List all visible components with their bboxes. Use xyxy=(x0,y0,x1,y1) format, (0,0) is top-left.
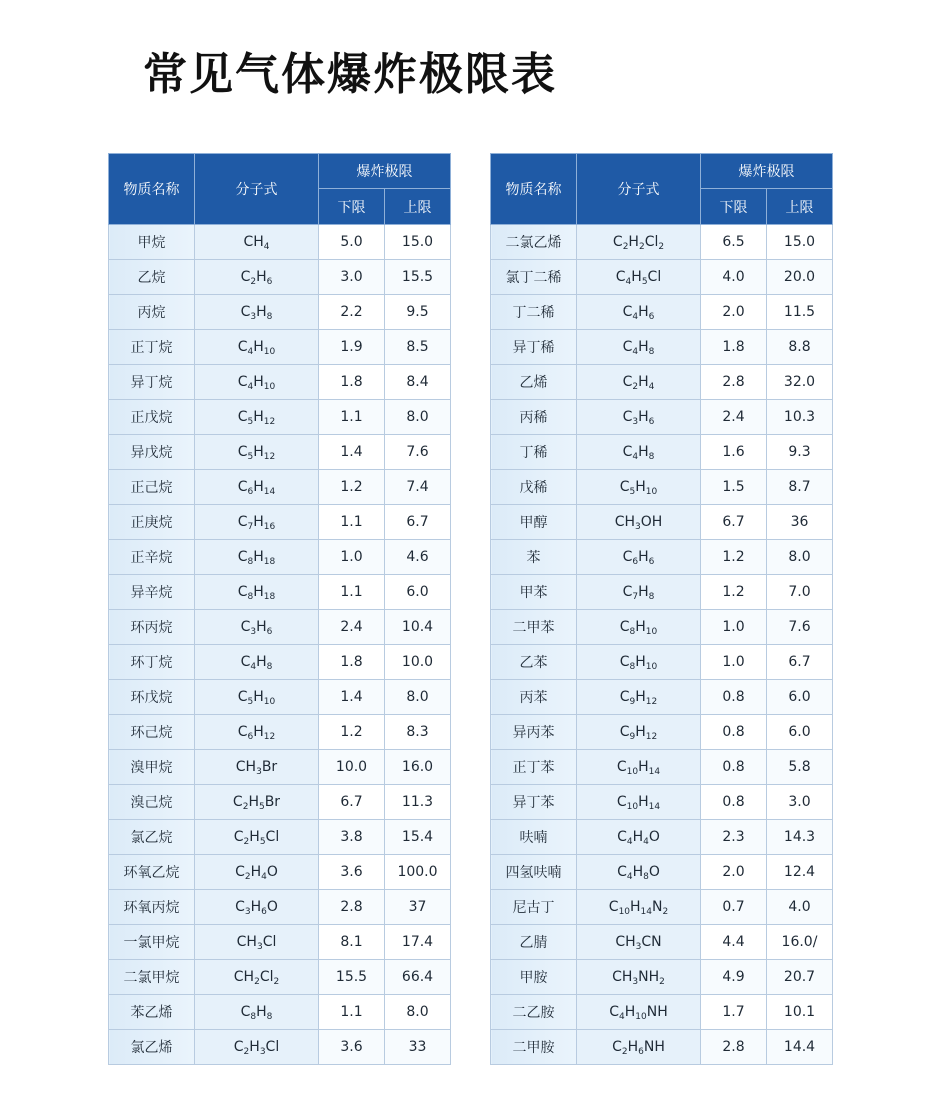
substance-name-cell: 丁稀 xyxy=(491,435,577,470)
lower-limit-cell: 1.1 xyxy=(319,575,385,610)
table-row xyxy=(491,330,833,365)
substance-name-cell: 环氧丙烷 xyxy=(109,890,195,925)
upper-limit-cell: 14.4 xyxy=(767,1030,833,1065)
table-row xyxy=(491,750,833,785)
upper-limit-cell: 3.0 xyxy=(767,785,833,820)
substance-name-cell: 甲烷 xyxy=(109,225,195,260)
lower-limit-cell: 1.5 xyxy=(701,470,767,505)
lower-limit-cell: 0.8 xyxy=(701,750,767,785)
upper-limit-cell: 16.0 xyxy=(385,750,451,785)
lower-limit-cell: 3.6 xyxy=(319,1030,385,1065)
table-row xyxy=(491,400,833,435)
lower-limit-cell: 0.7 xyxy=(701,890,767,925)
substance-name-cell: 正丁苯 xyxy=(491,750,577,785)
substance-name-cell: 异丁稀 xyxy=(491,330,577,365)
formula-cell: $C_2H_4O$ xyxy=(195,855,319,890)
table-row xyxy=(109,400,451,435)
table-row xyxy=(109,470,451,505)
substance-name-cell: 丙苯 xyxy=(491,680,577,715)
lower-limit-cell: 0.8 xyxy=(701,785,767,820)
lower-limit-cell: 2.4 xyxy=(319,610,385,645)
lower-limit-cell: 2.8 xyxy=(701,365,767,400)
upper-limit-cell: 15.5 xyxy=(385,260,451,295)
formula-cell: $C_5H_{10}$ xyxy=(577,470,701,505)
table-row xyxy=(109,820,451,855)
formula-cell: $CH_2Cl_2$ xyxy=(195,960,319,995)
lower-limit-cell: 15.5 xyxy=(319,960,385,995)
lower-limit-cell: 2.0 xyxy=(701,295,767,330)
formula-cell: $CH_3NH_2$ xyxy=(577,960,701,995)
table-row xyxy=(109,750,451,785)
substance-name-cell: 正丁烷 xyxy=(109,330,195,365)
lower-limit-cell: 4.4 xyxy=(701,925,767,960)
upper-limit-cell: 6.7 xyxy=(385,505,451,540)
table-row xyxy=(491,645,833,680)
substance-name-cell: 甲胺 xyxy=(491,960,577,995)
upper-limit-cell: 8.0 xyxy=(767,540,833,575)
table-row xyxy=(491,715,833,750)
formula-cell: $C_3H_6$ xyxy=(195,610,319,645)
formula-cell: $C_7H_8$ xyxy=(577,575,701,610)
upper-limit-cell: 4.0 xyxy=(767,890,833,925)
formula-cell: $C_6H_{12}$ xyxy=(195,715,319,750)
upper-limit-cell: 17.4 xyxy=(385,925,451,960)
table-row xyxy=(491,995,833,1030)
lower-limit-cell: 1.6 xyxy=(701,435,767,470)
substance-name-cell: 环己烷 xyxy=(109,715,195,750)
upper-limit-cell: 8.0 xyxy=(385,680,451,715)
lower-limit-cell: 2.2 xyxy=(319,295,385,330)
lower-limit-cell: 2.4 xyxy=(701,400,767,435)
substance-name-cell: 一氯甲烷 xyxy=(109,925,195,960)
formula-cell: $C_6H_6$ xyxy=(577,540,701,575)
formula-cell: $C_{10}H_{14}$ xyxy=(577,750,701,785)
substance-name-cell: 乙腈 xyxy=(491,925,577,960)
formula-cell: $C_3H_6O$ xyxy=(195,890,319,925)
substance-name-cell: 溴甲烷 xyxy=(109,750,195,785)
upper-limit-cell: 8.7 xyxy=(767,470,833,505)
header-substance-name: 物质名称 xyxy=(491,154,577,225)
formula-cell: $C_4H_8$ xyxy=(195,645,319,680)
formula-cell: $C_5H_{10}$ xyxy=(195,680,319,715)
table-row xyxy=(109,995,451,1030)
table-row xyxy=(109,330,451,365)
table-row xyxy=(491,610,833,645)
table-row xyxy=(491,680,833,715)
lower-limit-cell: 1.8 xyxy=(319,365,385,400)
lower-limit-cell: 1.9 xyxy=(319,330,385,365)
formula-cell: $C_3H_8$ xyxy=(195,295,319,330)
table-row xyxy=(491,225,833,260)
substance-name-cell: 乙烷 xyxy=(109,260,195,295)
lower-limit-cell: 1.1 xyxy=(319,995,385,1030)
substance-name-cell: 环氧乙烷 xyxy=(109,855,195,890)
substance-name-cell: 正己烷 xyxy=(109,470,195,505)
upper-limit-cell: 36 xyxy=(767,505,833,540)
header-lower-limit: 下限 xyxy=(701,189,767,225)
lower-limit-cell: 2.8 xyxy=(319,890,385,925)
lower-limit-cell: 1.2 xyxy=(701,575,767,610)
lower-limit-cell: 2.3 xyxy=(701,820,767,855)
upper-limit-cell: 9.5 xyxy=(385,295,451,330)
upper-limit-cell: 15.0 xyxy=(767,225,833,260)
upper-limit-cell: 10.1 xyxy=(767,995,833,1030)
formula-cell: $C_4H_{10}NH$ xyxy=(577,995,701,1030)
table-row xyxy=(491,1030,833,1065)
lower-limit-cell: 1.7 xyxy=(701,995,767,1030)
table-row xyxy=(491,435,833,470)
lower-limit-cell: 1.0 xyxy=(701,610,767,645)
formula-cell: $C_5H_{12}$ xyxy=(195,400,319,435)
formula-cell: $C_9H_{12}$ xyxy=(577,680,701,715)
upper-limit-cell: 16.0/ xyxy=(767,925,833,960)
header-upper-limit: 上限 xyxy=(767,189,833,225)
lower-limit-cell: 2.0 xyxy=(701,855,767,890)
upper-limit-cell: 10.3 xyxy=(767,400,833,435)
upper-limit-cell: 100.0 xyxy=(385,855,451,890)
table-row xyxy=(491,890,833,925)
lower-limit-cell: 3.6 xyxy=(319,855,385,890)
table-row xyxy=(109,890,451,925)
upper-limit-cell: 8.3 xyxy=(385,715,451,750)
substance-name-cell: 尼古丁 xyxy=(491,890,577,925)
upper-limit-cell: 5.8 xyxy=(767,750,833,785)
upper-limit-cell: 7.4 xyxy=(385,470,451,505)
formula-cell: $C_{10}H_{14}$ xyxy=(577,785,701,820)
table-row xyxy=(109,1030,451,1065)
substance-name-cell: 乙烯 xyxy=(491,365,577,400)
formula-cell: $C_8H_8$ xyxy=(195,995,319,1030)
lower-limit-cell: 1.2 xyxy=(701,540,767,575)
table-row xyxy=(491,505,833,540)
substance-name-cell: 丙烷 xyxy=(109,295,195,330)
formula-cell: $C_8H_{18}$ xyxy=(195,575,319,610)
lower-limit-cell: 5.0 xyxy=(319,225,385,260)
formula-cell: $C_{10}H_{14}N_2$ xyxy=(577,890,701,925)
table-row xyxy=(109,260,451,295)
lower-limit-cell: 1.1 xyxy=(319,400,385,435)
header-formula: 分子式 xyxy=(577,154,701,225)
table-row xyxy=(109,575,451,610)
lower-limit-cell: 3.8 xyxy=(319,820,385,855)
substance-name-cell: 呋喃 xyxy=(491,820,577,855)
table-row xyxy=(491,855,833,890)
formula-cell: $C_2H_6NH$ xyxy=(577,1030,701,1065)
substance-name-cell: 异丁苯 xyxy=(491,785,577,820)
upper-limit-cell: 32.0 xyxy=(767,365,833,400)
formula-cell: $C_4H_{10}$ xyxy=(195,330,319,365)
formula-cell: $C_4H_{10}$ xyxy=(195,365,319,400)
table-row xyxy=(491,820,833,855)
upper-limit-cell: 6.7 xyxy=(767,645,833,680)
formula-cell: $C_2H_6$ xyxy=(195,260,319,295)
substance-name-cell: 异丙苯 xyxy=(491,715,577,750)
formula-cell: $C_2H_3Cl$ xyxy=(195,1030,319,1065)
lower-limit-cell: 0.8 xyxy=(701,715,767,750)
formula-cell: $C_8H_{10}$ xyxy=(577,645,701,680)
upper-limit-cell: 12.4 xyxy=(767,855,833,890)
formula-cell: $C_8H_{10}$ xyxy=(577,610,701,645)
page-title: 常见气体爆炸极限表 xyxy=(143,49,557,100)
substance-name-cell: 正庚烷 xyxy=(109,505,195,540)
table-row xyxy=(109,960,451,995)
upper-limit-cell: 8.4 xyxy=(385,365,451,400)
table-row xyxy=(491,470,833,505)
upper-limit-cell: 37 xyxy=(385,890,451,925)
upper-limit-cell: 20.0 xyxy=(767,260,833,295)
substance-name-cell: 异戊烷 xyxy=(109,435,195,470)
substance-name-cell: 二氯甲烷 xyxy=(109,960,195,995)
substance-name-cell: 二氯乙烯 xyxy=(491,225,577,260)
lower-limit-cell: 1.1 xyxy=(319,505,385,540)
upper-limit-cell: 6.0 xyxy=(767,680,833,715)
substance-name-cell: 环丁烷 xyxy=(109,645,195,680)
table-row xyxy=(109,540,451,575)
upper-limit-cell: 7.0 xyxy=(767,575,833,610)
table-row xyxy=(491,960,833,995)
table-row xyxy=(109,435,451,470)
lower-limit-cell: 1.8 xyxy=(701,330,767,365)
table-row xyxy=(109,225,451,260)
upper-limit-cell: 20.7 xyxy=(767,960,833,995)
upper-limit-cell: 10.4 xyxy=(385,610,451,645)
substance-name-cell: 二甲胺 xyxy=(491,1030,577,1065)
substance-name-cell: 二甲苯 xyxy=(491,610,577,645)
table-row xyxy=(109,610,451,645)
substance-name-cell: 溴己烷 xyxy=(109,785,195,820)
upper-limit-cell: 6.0 xyxy=(767,715,833,750)
lower-limit-cell: 10.0 xyxy=(319,750,385,785)
table-row xyxy=(109,715,451,750)
upper-limit-cell: 11.3 xyxy=(385,785,451,820)
formula-cell: $C_7H_{16}$ xyxy=(195,505,319,540)
formula-cell: $CH_3OH$ xyxy=(577,505,701,540)
substance-name-cell: 丁二稀 xyxy=(491,295,577,330)
formula-cell: $C_2H_2Cl_2$ xyxy=(577,225,701,260)
formula-cell: $C_4H_6$ xyxy=(577,295,701,330)
substance-name-cell: 氯乙烷 xyxy=(109,820,195,855)
table-row xyxy=(109,855,451,890)
formula-cell: $C_2H_4$ xyxy=(577,365,701,400)
substance-name-cell: 二乙胺 xyxy=(491,995,577,1030)
formula-cell: $C_8H_{18}$ xyxy=(195,540,319,575)
explosion-limit-table-left xyxy=(108,153,451,1065)
upper-limit-cell: 7.6 xyxy=(385,435,451,470)
formula-cell: $C_5H_{12}$ xyxy=(195,435,319,470)
formula-cell: $C_6H_{14}$ xyxy=(195,470,319,505)
lower-limit-cell: 6.7 xyxy=(701,505,767,540)
table-row xyxy=(109,645,451,680)
table-row xyxy=(109,785,451,820)
formula-cell: $C_4H_8$ xyxy=(577,330,701,365)
lower-limit-cell: 2.8 xyxy=(701,1030,767,1065)
substance-name-cell: 戊稀 xyxy=(491,470,577,505)
lower-limit-cell: 6.7 xyxy=(319,785,385,820)
upper-limit-cell: 33 xyxy=(385,1030,451,1065)
formula-cell: $CH_3Cl$ xyxy=(195,925,319,960)
upper-limit-cell: 11.5 xyxy=(767,295,833,330)
upper-limit-cell: 8.8 xyxy=(767,330,833,365)
formula-cell: $C_4H_8$ xyxy=(577,435,701,470)
lower-limit-cell: 4.9 xyxy=(701,960,767,995)
upper-limit-cell: 8.5 xyxy=(385,330,451,365)
table-row xyxy=(491,785,833,820)
lower-limit-cell: 0.8 xyxy=(701,680,767,715)
lower-limit-cell: 1.8 xyxy=(319,645,385,680)
table-row xyxy=(109,365,451,400)
substance-name-cell: 甲苯 xyxy=(491,575,577,610)
formula-cell: $CH_4$ xyxy=(195,225,319,260)
table-row xyxy=(109,925,451,960)
substance-name-cell: 异丁烷 xyxy=(109,365,195,400)
upper-limit-cell: 15.4 xyxy=(385,820,451,855)
lower-limit-cell: 1.4 xyxy=(319,680,385,715)
lower-limit-cell: 4.0 xyxy=(701,260,767,295)
upper-limit-cell: 14.3 xyxy=(767,820,833,855)
substance-name-cell: 环戊烷 xyxy=(109,680,195,715)
table-row xyxy=(109,505,451,540)
table-row xyxy=(491,260,833,295)
upper-limit-cell: 8.0 xyxy=(385,995,451,1030)
formula-cell: $C_3H_6$ xyxy=(577,400,701,435)
substance-name-cell: 四氢呋喃 xyxy=(491,855,577,890)
lower-limit-cell: 1.0 xyxy=(701,645,767,680)
substance-name-cell: 正辛烷 xyxy=(109,540,195,575)
formula-cell: $C_9H_{12}$ xyxy=(577,715,701,750)
upper-limit-cell: 8.0 xyxy=(385,400,451,435)
header-upper-limit: 上限 xyxy=(385,189,451,225)
upper-limit-cell: 66.4 xyxy=(385,960,451,995)
lower-limit-cell: 8.1 xyxy=(319,925,385,960)
lower-limit-cell: 1.2 xyxy=(319,715,385,750)
table-row xyxy=(491,925,833,960)
formula-cell: $CH_3CN$ xyxy=(577,925,701,960)
substance-name-cell: 氯乙烯 xyxy=(109,1030,195,1065)
substance-name-cell: 异辛烷 xyxy=(109,575,195,610)
upper-limit-cell: 9.3 xyxy=(767,435,833,470)
header-lower-limit: 下限 xyxy=(319,189,385,225)
table-row xyxy=(491,575,833,610)
lower-limit-cell: 1.2 xyxy=(319,470,385,505)
substance-name-cell: 环丙烷 xyxy=(109,610,195,645)
substance-name-cell: 苯 xyxy=(491,540,577,575)
lower-limit-cell: 3.0 xyxy=(319,260,385,295)
substance-name-cell: 乙苯 xyxy=(491,645,577,680)
table-row xyxy=(491,295,833,330)
header-substance-name: 物质名称 xyxy=(109,154,195,225)
formula-cell: $C_4H_8O$ xyxy=(577,855,701,890)
explosion-limit-table-right xyxy=(490,153,833,1065)
formula-cell: $C_4H_5Cl$ xyxy=(577,260,701,295)
table-row xyxy=(491,365,833,400)
table-row xyxy=(491,540,833,575)
formula-cell: $C_4H_4O$ xyxy=(577,820,701,855)
table-row xyxy=(109,680,451,715)
substance-name-cell: 氯丁二稀 xyxy=(491,260,577,295)
upper-limit-cell: 6.0 xyxy=(385,575,451,610)
upper-limit-cell: 7.6 xyxy=(767,610,833,645)
substance-name-cell: 丙稀 xyxy=(491,400,577,435)
upper-limit-cell: 10.0 xyxy=(385,645,451,680)
substance-name-cell: 甲醇 xyxy=(491,505,577,540)
substance-name-cell: 正戊烷 xyxy=(109,400,195,435)
formula-cell: $CH_3Br$ xyxy=(195,750,319,785)
lower-limit-cell: 1.0 xyxy=(319,540,385,575)
lower-limit-cell: 1.4 xyxy=(319,435,385,470)
table-row xyxy=(109,295,451,330)
header-explosion-limit: 爆炸极限 xyxy=(319,154,451,189)
formula-cell: $C_2H_5Cl$ xyxy=(195,820,319,855)
upper-limit-cell: 4.6 xyxy=(385,540,451,575)
substance-name-cell: 苯乙烯 xyxy=(109,995,195,1030)
upper-limit-cell: 15.0 xyxy=(385,225,451,260)
formula-cell: $C_2H_5Br$ xyxy=(195,785,319,820)
header-formula: 分子式 xyxy=(195,154,319,225)
lower-limit-cell: 6.5 xyxy=(701,225,767,260)
header-explosion-limit: 爆炸极限 xyxy=(701,154,833,189)
